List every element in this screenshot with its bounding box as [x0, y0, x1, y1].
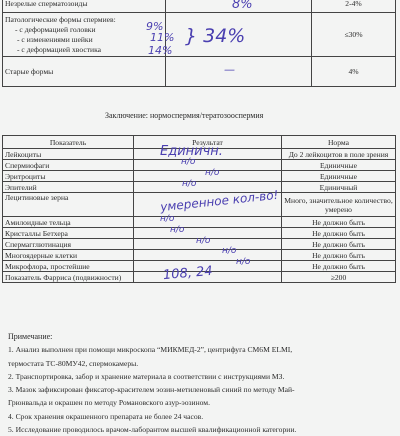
- table-row: [3, 217, 396, 228]
- norm-cell: ≥200: [282, 272, 396, 283]
- handwritten-value: умеренное кол-во!: [159, 187, 280, 215]
- row-label-group: [3, 13, 166, 57]
- row-label: Спермагглютинация: [3, 239, 134, 250]
- row-label: Лейкоциты: [3, 149, 134, 160]
- note-line: 2. Транспортировка, забор и хранение материала в соответствии с инструкциями МЗ.: [8, 371, 285, 381]
- table-row: [3, 250, 396, 261]
- handwritten-value: 8%: [232, 0, 253, 12]
- column-header: Норма: [282, 136, 396, 149]
- row-label: Кристаллы Бетхера: [3, 228, 134, 239]
- handwritten-value: н/о: [170, 225, 185, 235]
- result-cell: [134, 217, 282, 228]
- norm-cell: Не должно быть: [282, 228, 396, 239]
- handwritten-value: н/о: [222, 246, 237, 256]
- norm-cell: ≤30%: [312, 13, 396, 57]
- norm-cell: Не должно быть: [282, 217, 396, 228]
- note-line: 3. Мазок зафиксирован фиксатор-красителем эозин-метиленовый синий по методу Май-: [8, 385, 295, 395]
- result-cell: [134, 250, 282, 261]
- note-line: 1. Анализ выполнен при помощи микроскопа “МИКМЕД-2”, центрифуга СМ6М ELMI,: [8, 345, 293, 355]
- handwritten-value: 14%: [148, 44, 173, 57]
- table-row: [3, 0, 396, 13]
- row-label: Лецитиновые зерна: [3, 193, 134, 217]
- norm-cell: Единичные: [282, 171, 396, 182]
- norm-cell: Не должно быть: [282, 250, 396, 261]
- result-cell: [166, 57, 312, 87]
- handwritten-value: 108, 24: [162, 263, 214, 284]
- norm-cell: Не должно быть: [282, 261, 396, 272]
- handwritten-value: н/о: [181, 157, 196, 167]
- handwritten-value: н/о: [236, 257, 251, 267]
- norm-cell: Единичный: [282, 182, 396, 193]
- row-label: Старые формы: [3, 57, 166, 87]
- norm-cell: Много, значительное количество, умерено: [282, 193, 396, 217]
- handwritten-value: 9%: [146, 20, 164, 33]
- norm-cell: 4%: [312, 57, 396, 87]
- row-label: - с изменениями шейки: [17, 34, 93, 44]
- notes-title: Примечание:: [8, 332, 53, 341]
- conclusion-text: Заключение: нормоспермия/тератозооспермия: [105, 111, 264, 120]
- note-line: термостата ТС-80МУ42, спермокамеры.: [8, 358, 139, 368]
- row-label: - с деформацией хвостика: [17, 44, 102, 54]
- note-line: Грюнвальда и окрашен по методу Романовского азур-эозином.: [8, 398, 211, 408]
- column-header: Показатель: [3, 136, 134, 149]
- norm-cell: 2-4%: [312, 0, 396, 13]
- table-row: [3, 57, 396, 87]
- handwritten-value: Единичн.: [160, 144, 223, 159]
- row-label: - с деформацией головки: [15, 24, 96, 34]
- column-header: Результат: [134, 136, 282, 149]
- handwritten-value: —: [224, 63, 235, 76]
- handwritten-value: н/о: [160, 214, 175, 224]
- handwritten-total: } 34%: [185, 25, 246, 47]
- row-label: Эритроциты: [3, 171, 134, 182]
- norm-cell: Единичные: [282, 160, 396, 171]
- table-row: [3, 182, 396, 193]
- row-label: Патологические формы спермиев:: [5, 14, 116, 24]
- table-row: [3, 160, 396, 171]
- note-line: 5. Исследование проводилось врачом-лаборантом высшей квалификационной категории.: [8, 425, 297, 435]
- handwritten-value: н/о: [205, 168, 220, 178]
- row-label: Амилоидные тельца: [3, 217, 134, 228]
- row-label: Микрофлора, простейшие: [3, 261, 134, 272]
- handwritten-value: н/о: [182, 179, 197, 189]
- handwritten-value: 11%: [150, 31, 175, 44]
- row-label: Незрелые сперматозоиды: [3, 0, 166, 13]
- row-label: Показатель Фарриса (подвижности): [3, 272, 134, 283]
- row-label: Спермиофаги: [3, 160, 134, 171]
- table-row: [3, 171, 396, 182]
- row-label: Многоядерные клетки: [3, 250, 134, 261]
- norm-cell: Не должно быть: [282, 239, 396, 250]
- handwritten-value: н/о: [196, 236, 211, 246]
- note-line: 4. Срок хранения окрашенного препарата не более 24 часов.: [8, 411, 204, 421]
- notes-section: [8, 330, 396, 436]
- row-label: Эпителий: [3, 182, 134, 193]
- norm-cell: До 2 лейкоцитов в поле зрения: [282, 149, 396, 160]
